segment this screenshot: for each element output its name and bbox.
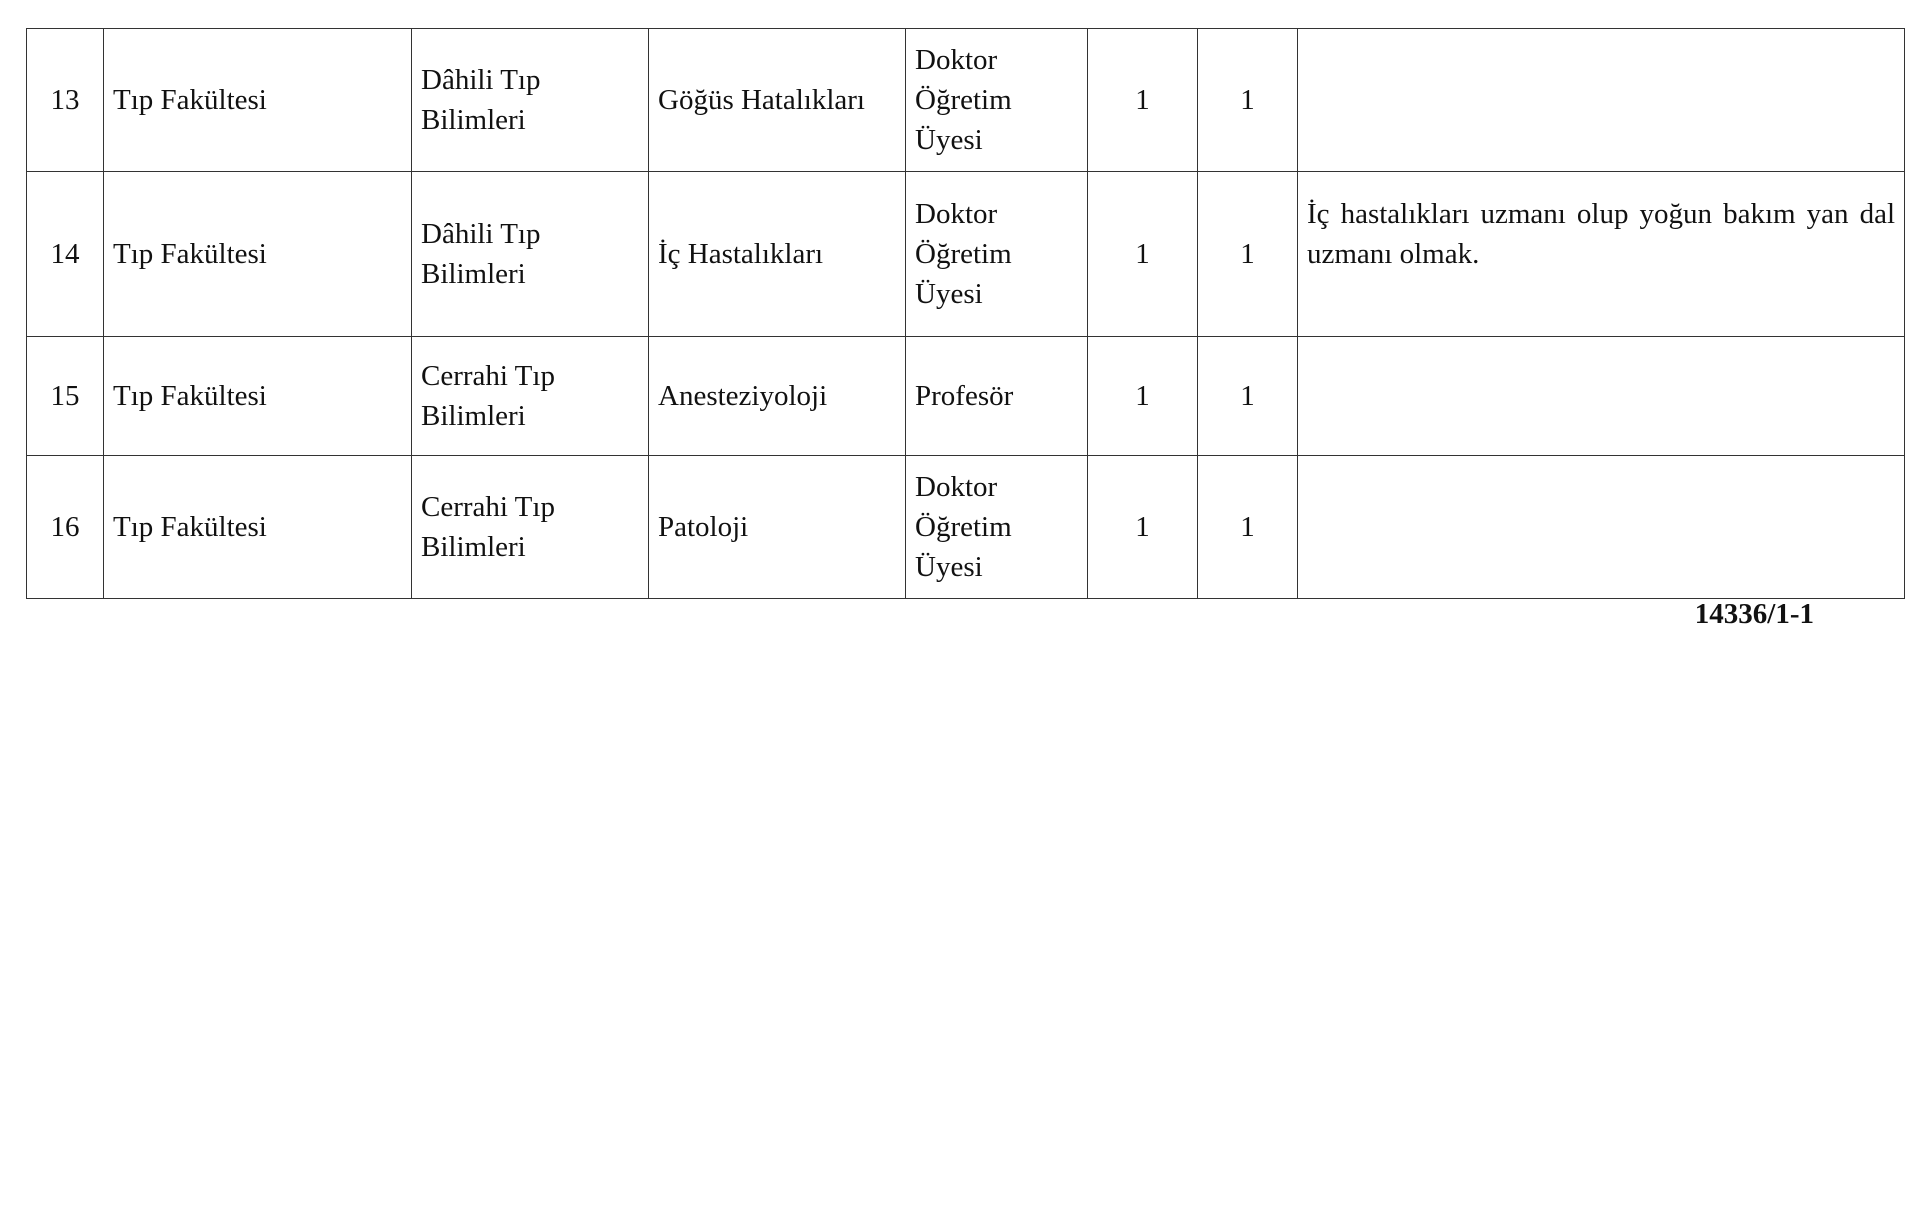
department-cell: İç Hastalıkları [649, 172, 906, 337]
position-count-cell: 1 [1198, 29, 1298, 172]
row-number: 14 [27, 172, 104, 337]
position-count-cell: 1 [1198, 456, 1298, 599]
row-number: 15 [27, 337, 104, 456]
row-number: 16 [27, 456, 104, 599]
table-row [27, 29, 1905, 172]
department-cell: Patoloji [649, 456, 906, 599]
faculty-cell: Tıp Fakültesi [104, 29, 412, 172]
staff-positions-table [26, 28, 1905, 599]
faculty-cell: Tıp Fakültesi [104, 337, 412, 456]
department-cell: Göğüs Hatalıkları [649, 29, 906, 172]
academic-title-cell: Doktor Öğretim Üyesi [906, 456, 1088, 599]
academic-title-cell: Doktor Öğretim Üyesi [906, 29, 1088, 172]
department-cell: Anesteziyoloji [649, 337, 906, 456]
position-count-cell: 1 [1198, 337, 1298, 456]
requirements-cell [1298, 29, 1905, 172]
table-row [27, 337, 1905, 456]
faculty-cell: Tıp Fakültesi [104, 456, 412, 599]
degree-cell: 1 [1088, 456, 1198, 599]
position-count-cell: 1 [1198, 172, 1298, 337]
requirements-cell [1298, 456, 1905, 599]
document-reference-number: 14336/1-1 [1694, 598, 1814, 630]
table-row [27, 172, 1905, 337]
degree-cell: 1 [1088, 337, 1198, 456]
degree-cell: 1 [1088, 29, 1198, 172]
row-number: 13 [27, 29, 104, 172]
table-row [27, 456, 1905, 599]
division-cell: Dâhili Tıp Bilimleri [412, 29, 649, 172]
degree-cell: 1 [1088, 172, 1198, 337]
faculty-cell: Tıp Fakültesi [104, 172, 412, 337]
requirements-cell: İç hastalıkları uzmanı olup yoğun bakım yan dal uzmanı olmak. [1298, 172, 1905, 337]
academic-title-cell: Doktor Öğretim Üyesi [906, 172, 1088, 337]
division-cell: Dâhili Tıp Bilimleri [412, 172, 649, 337]
division-cell: Cerrahi Tıp Bilimleri [412, 337, 649, 456]
academic-title-cell: Profesör [906, 337, 1088, 456]
division-cell: Cerrahi Tıp Bilimleri [412, 456, 649, 599]
requirements-cell [1298, 337, 1905, 456]
